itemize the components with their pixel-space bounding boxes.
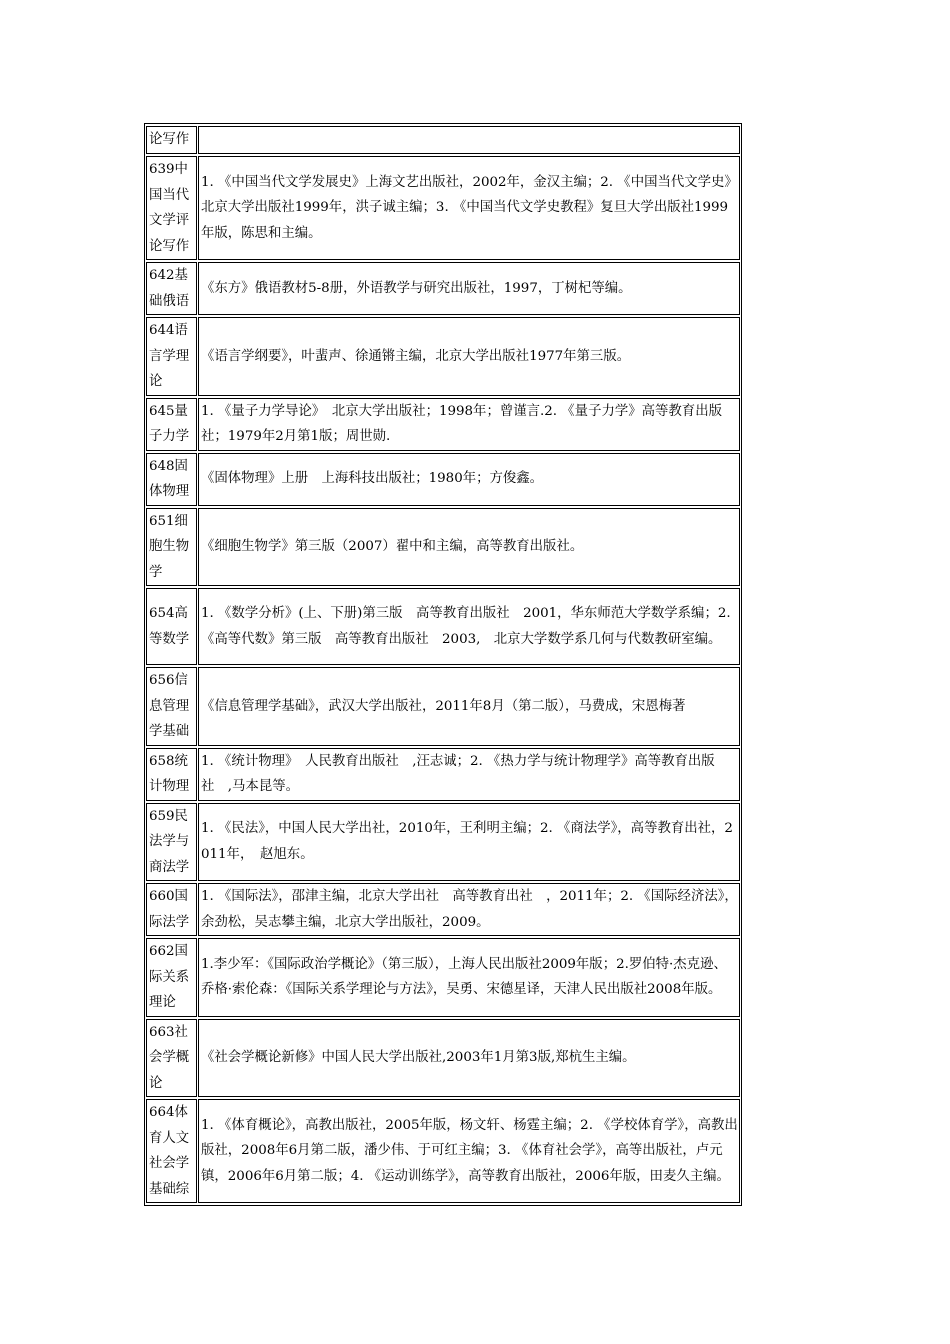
books-cell: 《固体物理》上册 上海科技出版社；1980年；方俊鑫。 <box>198 453 740 506</box>
books-cell: 1. 《国际法》，邵津主编，北京大学出社 高等教育出社 ，2011年；2. 《国际经济法》，余劲松，吴志攀主编，北京大学出版社，2009。 <box>198 883 740 936</box>
books-cell: 1. 《中国当代文学发展史》上海文艺出版社，2002年，金汉主编；2. 《中国当代文学史》北京大学出版社1999年，洪子诚主编；3. 《中国当代文学史教程》复旦大学出版社1999年版，陈思和主编。 <box>198 156 740 260</box>
table-row <box>146 883 740 936</box>
books-cell: 1.李少军：《国际政治学概论》（第三版），上海人民出版社2009年版；2.罗伯特·杰克逊、乔格·索伦森：《国际关系学理论与方法》，吴勇、宋德星译，天津人民出版社2008年版。 <box>198 938 740 1017</box>
subject-cell: 654高等数学 <box>146 588 197 665</box>
books-cell: 1. 《统计物理》 人民教育出版社 ,汪志诚；2. 《热力学与统计物理学》高等教育出版社 ,马本昆等。 <box>198 748 740 801</box>
subject-cell: 663社会学概论 <box>146 1019 197 1098</box>
subject-cell: 658统计物理 <box>146 748 197 801</box>
books-cell <box>198 126 740 154</box>
subject-cell: 642基础俄语 <box>146 262 197 315</box>
table-row <box>146 317 740 396</box>
subject-cell: 664体育人文社会学基础综 <box>146 1099 197 1203</box>
reference-table <box>144 123 742 1206</box>
books-cell: 《语言学纲要》，叶蜚声、徐通锵主编，北京大学出版社1977年第三版。 <box>198 317 740 396</box>
table-row <box>146 508 740 587</box>
books-cell: 1. 《数学分析》(上、下册)第三版 高等教育出版社 2001，华东师范大学数学系编；2. 《高等代数》第三版 高等教育出版社 2003, 北京大学数学系几何与代数教研室编。 <box>198 588 740 665</box>
subject-cell: 659民法学与商法学 <box>146 803 197 882</box>
books-cell: 1. 《量子力学导论》 北京大学出版社；1998年；曾谨言.2. 《量子力学》高等教育出版社；1979年2月第1版；周世勋. <box>198 398 740 451</box>
table-row <box>146 667 740 746</box>
table-row <box>146 398 740 451</box>
table-row <box>146 126 740 154</box>
table-row <box>146 262 740 315</box>
table-row <box>146 748 740 801</box>
table-row <box>146 1019 740 1098</box>
subject-cell: 论写作 <box>146 126 197 154</box>
books-cell: 《细胞生物学》第三版（2007）翟中和主编，高等教育出版社。 <box>198 508 740 587</box>
books-cell: 《信息管理学基础》，武汉大学出版社，2011年8月（第二版），马费成，宋恩梅著 <box>198 667 740 746</box>
table-row <box>146 156 740 260</box>
table-row <box>146 588 740 665</box>
table-row <box>146 453 740 506</box>
subject-cell: 648固体物理 <box>146 453 197 506</box>
subject-cell: 656信息管理学基础 <box>146 667 197 746</box>
subject-cell: 645量子力学 <box>146 398 197 451</box>
books-cell: 1. 《民法》，中国人民大学出社，2010年，王利明主编；2. 《商法学》，高等教育出社，2011年， 赵旭东。 <box>198 803 740 882</box>
subject-cell: 644语言学理论 <box>146 317 197 396</box>
books-cell: 《东方》俄语教材5-8册，外语教学与研究出版社，1997，丁树杞等编。 <box>198 262 740 315</box>
subject-cell: 662国际关系理论 <box>146 938 197 1017</box>
books-cell: 《社会学概论新修》中国人民大学出版社,2003年1月第3版,郑杭生主编。 <box>198 1019 740 1098</box>
table-row <box>146 938 740 1017</box>
table-row <box>146 803 740 882</box>
books-cell: 1. 《体育概论》，高教出版社，2005年版，杨文轩、杨霆主编；2. 《学校体育学》，高教出版社，2008年6月第二版，潘少伟、于可红主编；3. 《体育社会学》，高等出版社，卢元镇，2006年6月第二版；4. 《运动训练学》，高等教育出版社，2006年版，田麦久主编。 <box>198 1099 740 1203</box>
table-row <box>146 1099 740 1203</box>
subject-cell: 639中国当代文学评论写作 <box>146 156 197 260</box>
subject-cell: 660国际法学 <box>146 883 197 936</box>
reference-table-body <box>146 126 740 1203</box>
subject-cell: 651细胞生物学 <box>146 508 197 587</box>
